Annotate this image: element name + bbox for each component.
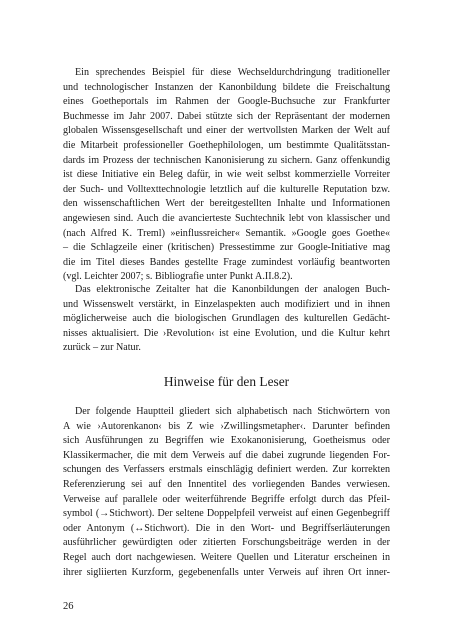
- page-number: 26: [63, 601, 74, 612]
- paragraph-line: Verweise auf parallele oder weiterführende Begriffe erfolgt durch das Pfeil-: [63, 493, 390, 505]
- section-paragraph: [63, 405, 390, 580]
- paragraph-line: die im Titel dieses Bandes gestellte Frage zumindest vorläufig beantworten: [63, 256, 390, 268]
- paragraph-line: eines Goetheportals im Rahmen der Google-Buchsuche zur Frankfurter: [63, 96, 390, 108]
- paragraph-line: (vgl. Leichter 2007; s. Bibliografie unter Punkt A.II.8.2).: [63, 271, 293, 283]
- paragraph-line: – die Schlagzeile einer (kritischen) Pressestimme zur Google-Initiative mag: [63, 242, 390, 254]
- paragraph-line: Der folgende Hauptteil gliedert sich alphabetisch nach Stichwörtern von: [75, 406, 390, 417]
- paragraph-line: ausführlicher gewürdigten oder zitierten Forschungsbeiträge werden in der: [63, 537, 390, 549]
- body-paragraph-1: [63, 66, 390, 285]
- paragraph-line: symbol (→Stichwort). Der seltene Doppelpfeil verweist auf einen Gegenbegriff: [63, 508, 390, 520]
- paragraph-line: ihrer sigliierten Kurzform, gegebenenfalls unter Verweis auf ihren Ort inner-: [63, 566, 390, 578]
- paragraph-line: den wissenschaftlichen Wert der bereitgestellten Inhalte und Informationen: [63, 198, 390, 210]
- paragraph-line: globalen Wissensgesellschaft und einer der wertvollsten Marken der Welt auf: [63, 125, 390, 137]
- paragraph-line: sich Ausführungen zu Begriffen wie Exokanonisierung, Goetheismus oder: [63, 435, 390, 447]
- paragraph-line: Das elektronische Zeitalter hat die Kanonbildungen der analogen Buch-: [75, 284, 390, 295]
- body-paragraph-2: [63, 283, 390, 356]
- paragraph-line: schungen des Verfassers erstmals einschlägig definiert werden. Zur korrekten: [63, 464, 390, 476]
- paragraph-line: der Such- und Volltexttechnologie letztlich auf die kulturelle Reputation bzw.: [63, 183, 390, 195]
- paragraph-line: dards im Prozess der technischen Kanonisierung zu sichern. Ganz offenkundig: [63, 154, 390, 166]
- paragraph-line: Klassikermacher, die mit dem Verweis auf die dabei zugrunde liegenden For-: [63, 449, 390, 461]
- paragraph-line: angewiesen sind. Auch die avancierteste Suchtechnik lebt von klassischer und: [63, 212, 390, 224]
- paragraph-line: die Mitarbeit professioneller Goethephilologen, um bestimmte Qualitätsstan-: [63, 139, 390, 151]
- paragraph-line: nisses aktualisiert. Die ›Revolution‹ ist eine Evolution, und die Kultur kehrt: [63, 327, 390, 339]
- paragraph-line: (nach Alfred K. Treml) »einflussreicher« Semantik. »Google goes Goethe«: [63, 227, 390, 239]
- paragraph-line: und Wissenswelt verstärkt, in Einzelaspekten auch modifiziert und in ihnen: [63, 298, 390, 310]
- paragraph-line: und technologischer Instanzen der Kanonbildung bildete die Freischaltung: [63, 81, 390, 93]
- paragraph-line: möglicherweise auch die biologischen Grundlagen des kulturellen Gedächt-: [63, 313, 390, 325]
- section-heading: Hinweise für den Leser: [163, 374, 290, 389]
- paragraph-line: Ein sprechendes Beispiel für diese Wechseldurchdringung traditioneller: [75, 67, 390, 78]
- paragraph-line: zurück – zur Natur.: [63, 342, 141, 354]
- paragraph-line: Referenzierung sei auf den Innentitel des vorliegenden Bandes verwiesen.: [63, 478, 390, 490]
- paragraph-line: A wie ›Autorenkanon‹ bis Z wie ›Zwillingsmetapher‹. Darunter befinden: [63, 420, 390, 432]
- paragraph-line: Buchmesse im Jahr 2007. Dabei stützte sich der Repräsentant der modernen: [63, 110, 390, 122]
- paragraph-line: ist diese Initiative ein Beleg dafür, in wie weit selbst kommerzielle Vorreiter: [63, 169, 390, 181]
- paragraph-line: Regel auch dort nachgewiesen. Weitere Quellen und Literatur erscheinen in: [63, 551, 390, 563]
- paragraph-line: oder Antonym (↔Stichwort). Die in den Wort- und Begriffserläuterungen: [63, 522, 390, 534]
